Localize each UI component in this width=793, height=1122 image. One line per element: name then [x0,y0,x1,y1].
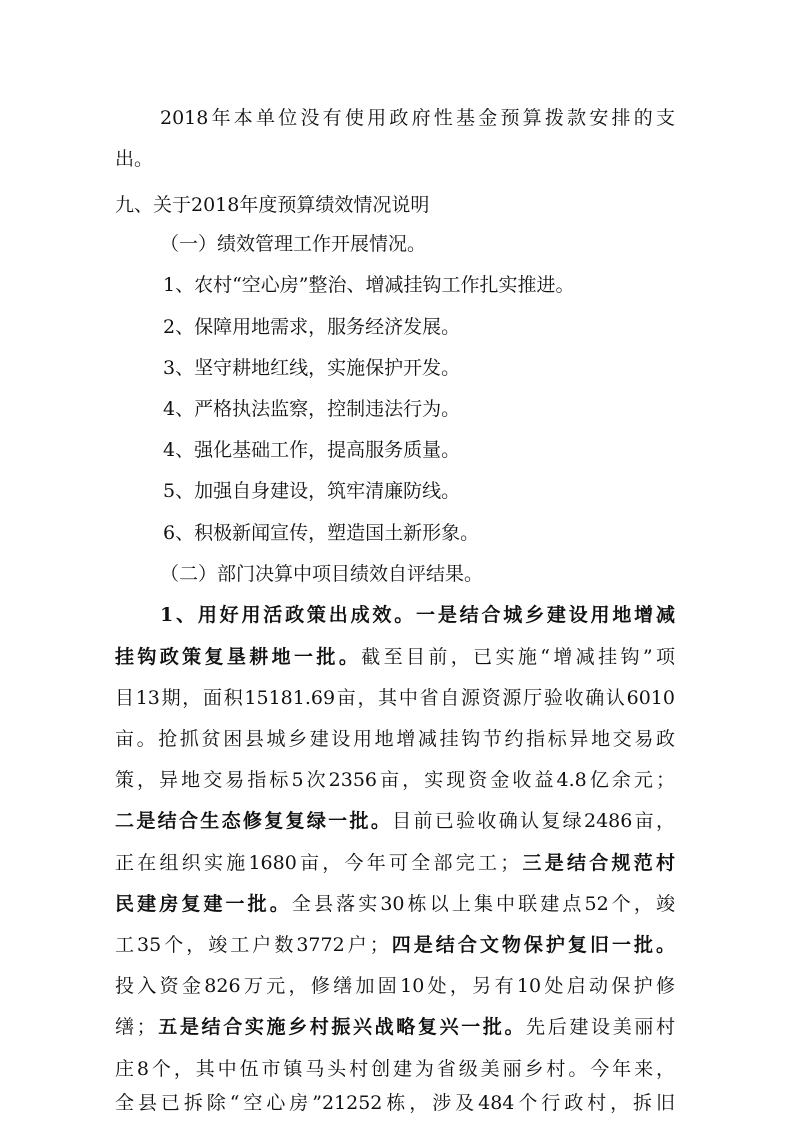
fund-paragraph-line-2: 出。 [115,148,154,170]
results-bold-5: 五是结合实施乡村振兴战略复兴一批。 [155,1016,527,1038]
results-line-6 [115,802,675,840]
work-item-4: 4、严格执法监察，控制违法行为。 [163,398,461,420]
results-text-6: 目前已验收确认复绿2486亩， [392,810,675,832]
work-item-3: 3、坚守耕地红线，实施保护开发。 [163,357,461,379]
results-text-2: 截至目前，已实施“增减挂钩”项 [361,646,675,668]
results-line-12: 庄8个，其中伍市镇马头村创建为省级美丽乡村。今年来， [115,1058,675,1080]
results-line-8 [115,885,675,923]
results-text-7: 正在组织实施1680亩，今年可全部完工； [115,852,520,874]
results-line-3: 目13期，面积15181.69亩，其中省自源资源厅验收确认6010 [115,687,675,709]
results-line-9 [115,926,675,964]
work-item-2: 2、保障用地需求，服务经济发展。 [163,316,461,338]
fund-paragraph-line-1: 2018年本单位没有使用政府性基金预算拨款安排的支 [160,107,675,129]
results-text-11b: 先后建设美丽村 [526,1016,675,1038]
results-line-5: 策，异地交易指标5次2356亩，实现资金收益4.8亿余元； [115,769,675,791]
results-line-11 [115,1008,675,1046]
results-line-13: 全县已拆除“空心房”21252栋，涉及484个行政村，拆旧 [115,1092,675,1114]
results-line-2 [115,638,675,676]
results-line-7 [115,844,675,882]
results-line-10: 投入资金826万元，修缮加固10处，另有10处启动保护修 [115,975,675,997]
results-bold-4: 四是结合文物保护复旧一批。 [388,934,675,956]
results-text-11: 缮； [115,1016,156,1038]
results-line-4: 亩。抢抓贫困县城乡建设用地增减挂钩节约指标异地交易政 [115,728,675,750]
work-item-1: 1、农村“空心房”整治、增减挂钩工作扎实推进。 [163,274,575,296]
results-bold-1: 挂钩政策复垦耕地一批。 [115,646,362,668]
sub-one-heading: （一）绩效管理工作开展情况。 [160,233,427,255]
section-nine-heading: 九、关于2018年度预算绩效情况说明 [115,194,430,216]
results-bold-2: 二是结合生态修复复绿一批。 [115,810,393,832]
work-item-6: 5、加强自身建设，筑牢清廉防线。 [163,480,461,502]
sub-two-heading: （二）部门决算中项目绩效自评结果。 [160,563,484,585]
results-text-8: 全县落实30栋以上集中联建点52个，竣 [291,893,675,915]
results-bold-3b: 民建房复建一批。 [115,893,292,915]
work-item-7: 6、积极新闻宣传，塑造国土新形象。 [163,522,480,544]
results-line-1: 1、用好用活政策出成效。一是结合城乡建设用地增减 [160,604,675,626]
work-item-5: 4、强化基础工作，提高服务质量。 [163,439,461,461]
results-text-9: 工35个，竣工户数3772户； [115,934,389,956]
results-bold-3: 三是结合规范村 [519,852,675,874]
